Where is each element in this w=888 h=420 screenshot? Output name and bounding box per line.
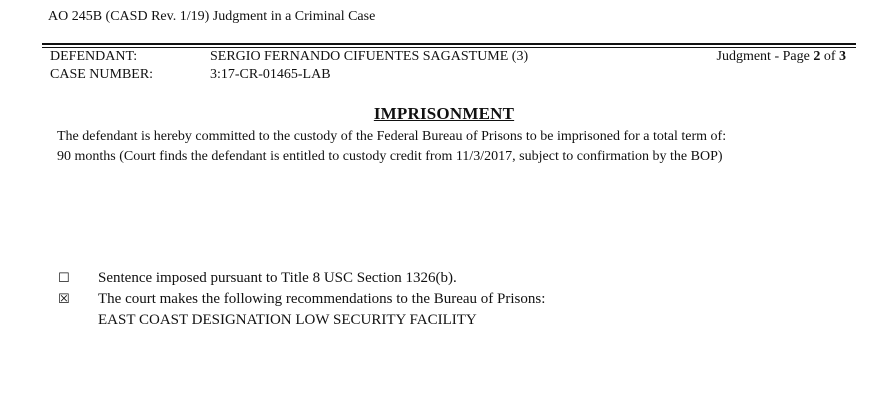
form-identifier: AO 245B (CASD Rev. 1/19) Judgment in a Criminal Case [48,9,376,24]
case-number-row [50,67,331,83]
checkbox-row-recommendations [58,291,545,308]
page-of: of [820,49,839,64]
defendant-row [50,49,528,65]
case-number: 3:17-CR-01465-LAB [210,67,331,82]
checkbox-label: The court makes the following recommendations to the Bureau of Prisons: [98,291,546,307]
defendant-label: DEFENDANT: [50,49,138,64]
page-total: 3 [839,49,846,64]
header-rule-thick [42,43,856,45]
case-number-label: CASE NUMBER: [50,67,154,82]
checked-box-icon[interactable]: ☒ [58,292,70,307]
checkbox-row-sentence [58,270,457,287]
page-indicator [717,49,847,65]
recommendation-text: EAST COAST DESIGNATION LOW SECURITY FACILITY [98,312,477,328]
unchecked-box-icon[interactable]: ☐ [58,271,70,286]
page-current: 2 [813,49,821,64]
page-prefix: Judgment - Page [716,49,814,64]
defendant-name: SERGIO FERNANDO CIFUENTES SAGASTUME (3) [210,49,529,64]
header-rule-thin [42,47,856,48]
section-title: IMPRISONMENT [373,104,515,123]
term-paragraph: 90 months (Court finds the defendant is entitled to custody credit from 11/3/2017, subject to confirmation by the BOP) [57,149,723,164]
checkbox-label: Sentence imposed pursuant to Title 8 USC Section 1326(b). [98,270,457,286]
commitment-paragraph: The defendant is hereby committed to the custody of the Federal Bureau of Prisons to be imprisoned for a total term of: [57,129,727,144]
